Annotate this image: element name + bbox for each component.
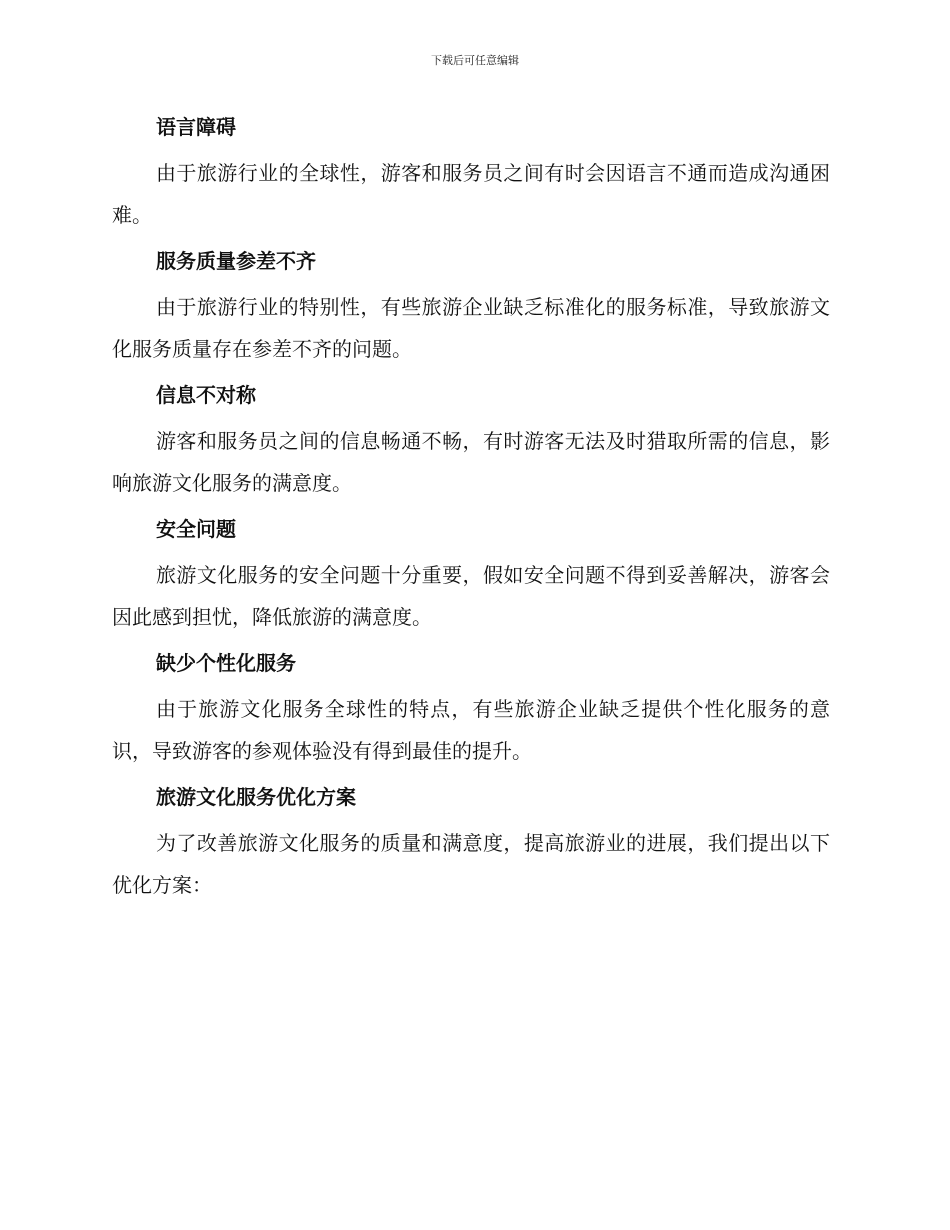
- section-optimization-plan: [112, 778, 830, 906]
- section-paragraph: 由于旅游行业的特别性，有些旅游企业缺乏标准化的服务标准，导致旅游文化服务质量存在参差不齐的问题。: [112, 295, 830, 361]
- section-heading: 旅游文化服务优化方案: [156, 785, 356, 809]
- section-heading: 安全问题: [156, 517, 236, 541]
- section-safety: [112, 510, 830, 638]
- section-paragraph: 由于旅游文化服务全球性的特点，有些旅游企业缺乏提供个性化服务的意识，导致游客的参观体验没有得到最佳的提升。: [112, 697, 830, 763]
- document-content: [112, 108, 830, 906]
- section-paragraph: 游客和服务员之间的信息畅通不畅，有时游客无法及时猎取所需的信息，影响旅游文化服务的满意度。: [112, 429, 830, 495]
- section-language-barrier: [112, 108, 830, 236]
- section-personalization: [112, 644, 830, 772]
- section-service-quality: [112, 242, 830, 370]
- section-paragraph: 旅游文化服务的安全问题十分重要，假如安全问题不得到妥善解决，游客会因此感到担忧，降低旅游的满意度。: [112, 563, 830, 629]
- section-heading: 语言障碍: [156, 115, 236, 139]
- section-heading: 信息不对称: [156, 383, 256, 407]
- section-paragraph: 为了改善旅游文化服务的质量和满意度，提高旅游业的进展，我们提出以下优化方案：: [112, 831, 830, 897]
- section-information-asymmetry: [112, 376, 830, 504]
- section-paragraph: 由于旅游行业的全球性，游客和服务员之间有时会因语言不通而造成沟通困难。: [112, 161, 830, 227]
- page-header: 下载后可任意编辑: [431, 54, 519, 67]
- section-heading: 缺少个性化服务: [156, 651, 296, 675]
- section-heading: 服务质量参差不齐: [156, 249, 316, 273]
